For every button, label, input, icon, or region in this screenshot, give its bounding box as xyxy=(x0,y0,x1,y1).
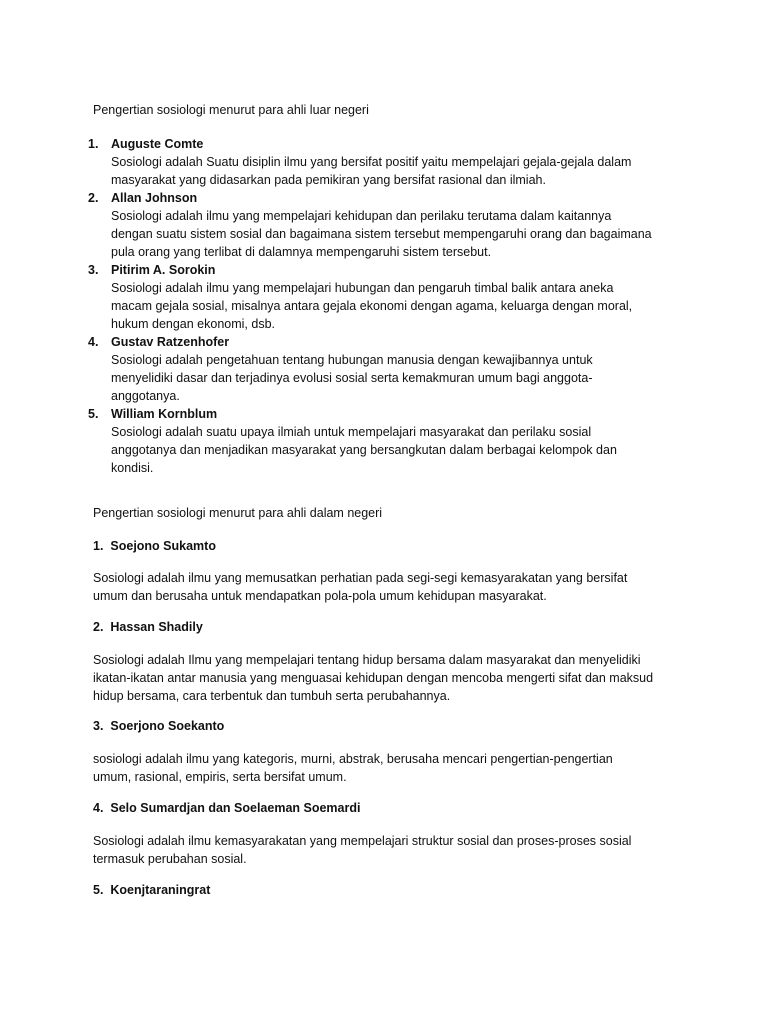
foreign-experts-list xyxy=(88,135,688,477)
item-number: 4. xyxy=(93,801,104,815)
domestic-expert-definition xyxy=(93,651,693,705)
list-item xyxy=(88,135,688,189)
definition-line: pula orang yang terlibat di dalamnya mempengaruhi sistem tersebut. xyxy=(111,245,492,259)
item-number: 1. xyxy=(93,539,104,553)
expert-name: Selo Sumardjan dan Soelaeman Soemardi xyxy=(110,801,361,815)
definition-line: menyelidiki dasar dan terjadinya evolusi sosial serta kemakmuran umum bagi anggota- xyxy=(111,371,593,385)
definition-line: anggotanya dan menjadikan masyarakat yang bersangkutan dalam berbagai kelompok dan xyxy=(111,443,617,457)
definition-line: umum, rasional, empiris, serta bersifat umum. xyxy=(93,770,347,784)
item-number: 3. xyxy=(93,719,104,733)
domestic-expert-definition xyxy=(93,569,693,605)
item-number: 2. xyxy=(93,620,104,634)
list-item xyxy=(88,261,688,333)
definition-line: Sosiologi adalah Ilmu yang mempelajari tentang hidup bersama dalam masyarakat dan menyelidiki xyxy=(93,653,641,667)
domestic-expert-title xyxy=(93,717,693,735)
item-number: 1. xyxy=(88,137,99,151)
item-number: 5. xyxy=(93,883,104,897)
expert-name: Pitirim A. Sorokin xyxy=(111,263,216,277)
domestic-expert-title xyxy=(93,799,693,817)
definition-line: termasuk perubahan sosial. xyxy=(93,852,247,866)
domestic-expert-definition xyxy=(93,750,693,786)
definition-line: macam gejala sosial, misalnya antara gejala ekonomi dengan agama, keluarga dengan moral, xyxy=(111,299,633,313)
definition-line: anggotanya. xyxy=(111,389,180,403)
section-heading-foreign-experts: Pengertian sosiologi menurut para ahli luar negeri xyxy=(93,103,369,117)
domestic-expert-title xyxy=(93,618,693,636)
section-heading-domestic-experts: Pengertian sosiologi menurut para ahli dalam negeri xyxy=(93,506,383,520)
expert-name: Auguste Comte xyxy=(111,137,204,151)
item-number: 4. xyxy=(88,335,99,349)
definition-line: Sosiologi adalah ilmu yang mempelajari kehidupan dan perilaku terutama dalam kaitannya xyxy=(111,209,612,223)
definition-line: kondisi. xyxy=(111,461,154,475)
expert-name: Koenjtaraningrat xyxy=(110,883,211,897)
item-number: 5. xyxy=(88,407,99,421)
list-item xyxy=(88,405,688,477)
definition-line: umum dan berusaha untuk mendapatkan pola-pola umum kehidupan masyarakat. xyxy=(93,589,547,603)
definition-line: Sosiologi adalah ilmu yang memusatkan perhatian pada segi-segi kemasyarakatan yang bersifat xyxy=(93,571,628,585)
expert-name: Soejono Sukamto xyxy=(110,539,216,553)
definition-line: sosiologi adalah ilmu yang kategoris, murni, abstrak, berusaha mencari pengertian-pengertian xyxy=(93,752,613,766)
list-item xyxy=(88,333,688,405)
expert-name: William Kornblum xyxy=(111,407,218,421)
domestic-expert-title xyxy=(93,537,693,555)
item-number: 2. xyxy=(88,191,99,205)
domestic-expert-title xyxy=(93,881,693,899)
definition-line: masyarakat yang didasarkan pada pemikiran yang bersifat rasional dan ilmiah. xyxy=(111,173,546,187)
definition-line: Sosiologi adalah pengetahuan tentang hubungan manusia dengan kewajibannya untuk xyxy=(111,353,593,367)
definition-line: hukum dengan ekonomi, dsb. xyxy=(111,317,275,331)
item-number: 3. xyxy=(88,263,99,277)
definition-line: dengan suatu sistem sosial dan bagaimana sistem tersebut mempengaruhi orang dan bagaimana xyxy=(111,227,652,241)
expert-name: Allan Johnson xyxy=(111,191,198,205)
definition-line: Sosiologi adalah Suatu disiplin ilmu yang bersifat positif yaitu mempelajari gejala-gejala dalam xyxy=(111,155,632,169)
list-item xyxy=(88,189,688,261)
expert-name: Gustav Ratzenhofer xyxy=(111,335,230,349)
definition-line: Sosiologi adalah ilmu kemasyarakatan yang mempelajari struktur sosial dan proses-proses sosial xyxy=(93,834,632,848)
domestic-expert-definition xyxy=(93,832,693,868)
definition-line: Sosiologi adalah suatu upaya ilmiah untuk mempelajari masyarakat dan perilaku sosial xyxy=(111,425,592,439)
definition-line: hidup bersama, cara terbentuk dan tumbuh serta perubahannya. xyxy=(93,689,451,703)
expert-name: Hassan Shadily xyxy=(110,620,203,634)
definition-line: Sosiologi adalah ilmu yang mempelajari hubungan dan pengaruh timbal balik antara aneka xyxy=(111,281,614,295)
expert-name: Soerjono Soekanto xyxy=(110,719,225,733)
definition-line: ikatan-ikatan antar manusia yang menguasai kehidupan dengan mencoba mengerti sifat dan maksud xyxy=(93,671,654,685)
